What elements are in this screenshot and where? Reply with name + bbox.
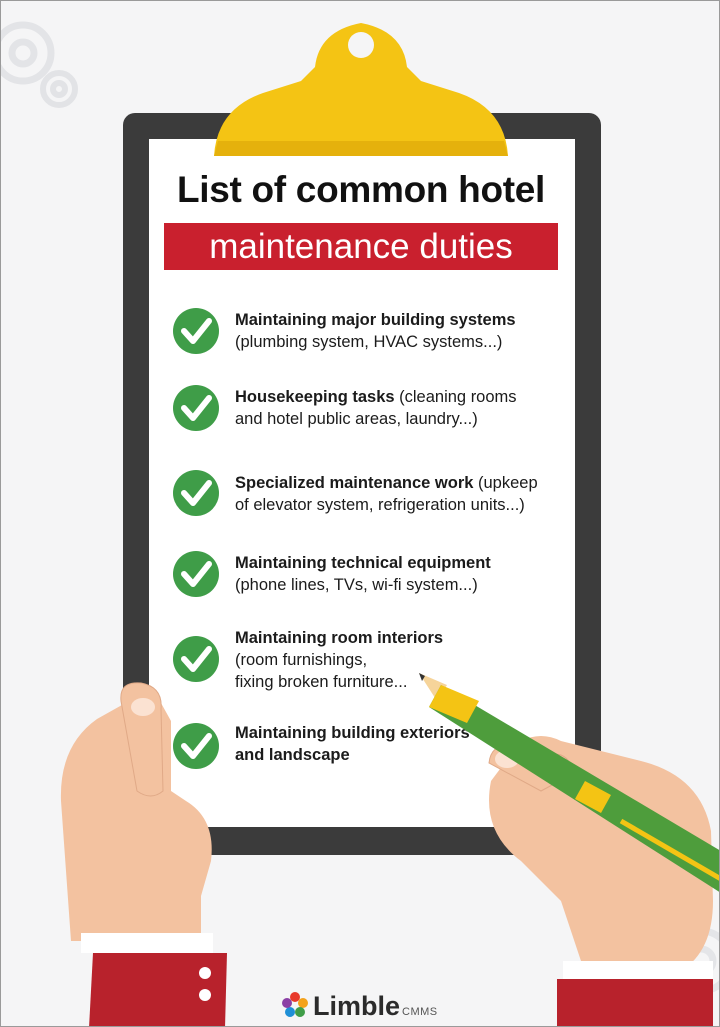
page-title: List of common hotel (176, 169, 546, 210)
brand-suffix: CMMS (402, 1006, 438, 1018)
left-sleeve (81, 933, 227, 1027)
brand-name: Limble (313, 991, 401, 1021)
brand-logo (281, 989, 438, 1021)
left-hand-icon (61, 683, 212, 941)
hands-illustration (1, 1, 720, 1027)
right-sleeve (557, 961, 713, 1027)
duty-item: Specialized maintenance work (upkeep of elevator system, refrigeration units...) (235, 474, 538, 514)
page-subtitle: maintenance duties (209, 227, 513, 266)
duty-item: Maintaining major building systems (plumbing system, HVAC systems...) (235, 311, 516, 351)
duty-item: Maintaining room interiors (room furnishings, fixing broken furniture... (235, 629, 444, 691)
duty-item: Maintaining technical equipment (phone lines, TVs, wi-fi system...) (235, 554, 491, 594)
limble-logo-icon (281, 991, 309, 1019)
duty-item: Maintaining building exteriors and landscape (235, 724, 470, 764)
duty-item: Housekeeping tasks (cleaning rooms and hotel public areas, laundry...) (235, 388, 517, 428)
